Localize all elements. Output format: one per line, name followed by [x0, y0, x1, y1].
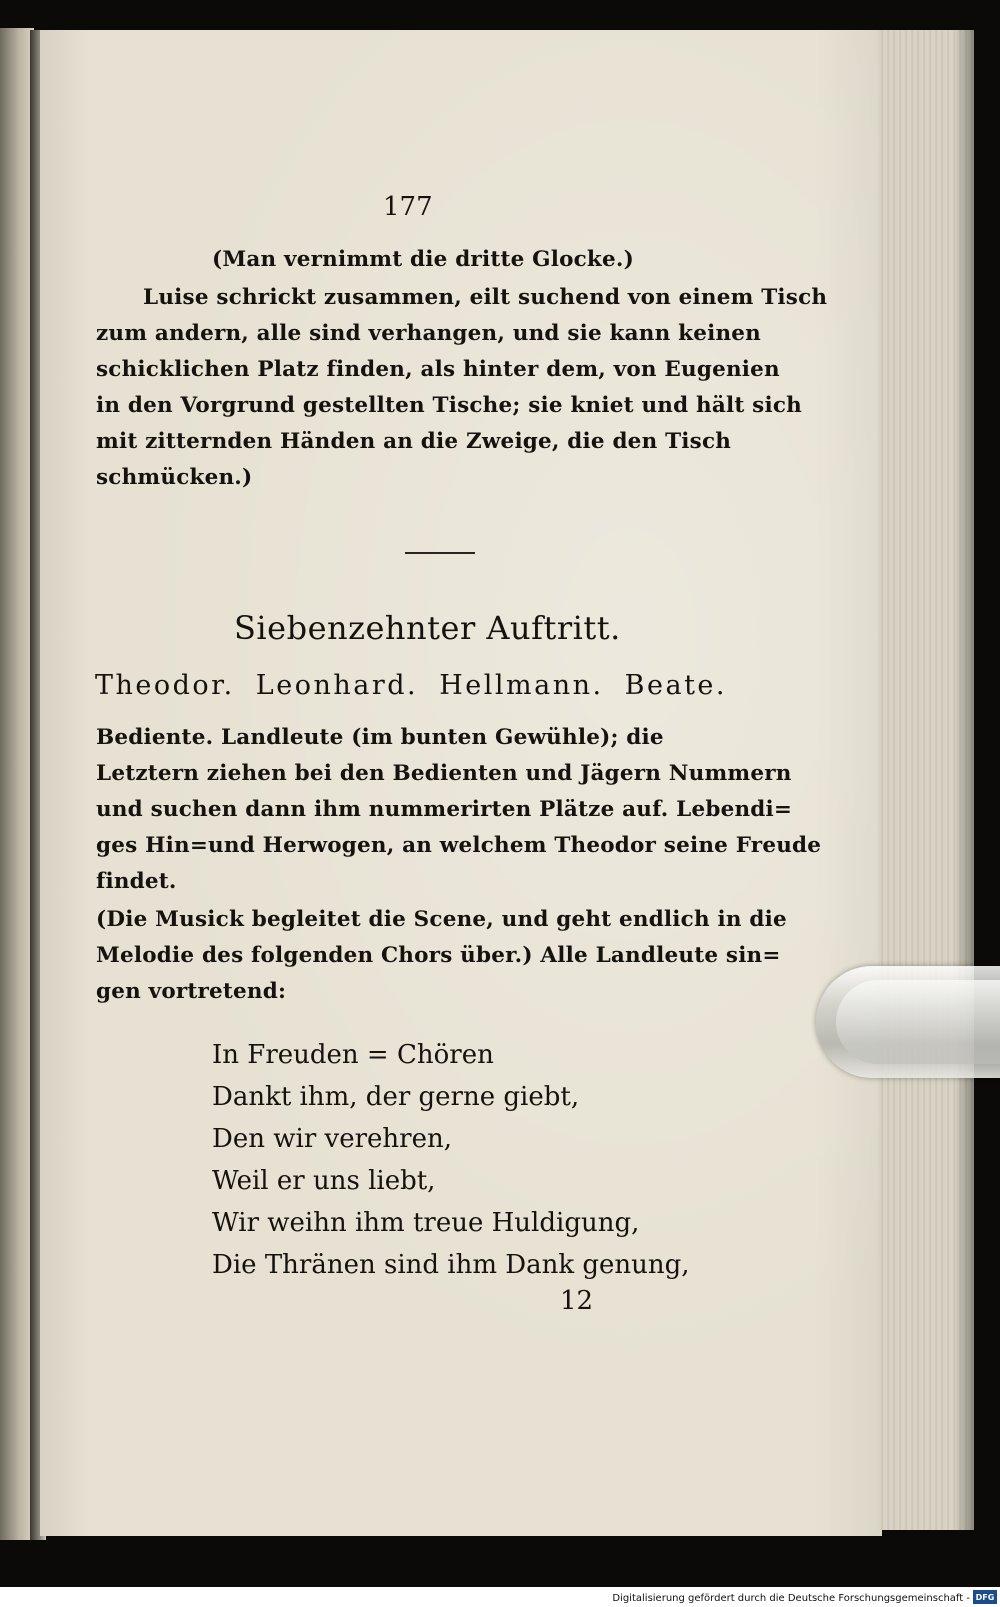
dfg-logo: DFG [973, 1590, 997, 1604]
paragraph-2-line-5: findet. [96, 869, 177, 894]
verse-line-3: Den wir verehren, [212, 1124, 452, 1154]
paragraph-1-line-6: schmücken.) [96, 465, 253, 490]
page-stack-edges [878, 30, 974, 1530]
paragraph-2-line-7: Melodie des folgenden Chors über.) Alle Landleute sin= [96, 943, 781, 968]
paragraph-2-line-2: Letztern ziehen bei den Bedienten und Jägern Nummern [96, 761, 792, 786]
cast-list [95, 670, 727, 701]
footer-bar [0, 1587, 1000, 1607]
paragraph-1-line-2: zum andern, alle sind verhangen, und sie kann keinen [96, 321, 762, 346]
cast-member: Leonhard. [255, 670, 419, 701]
cast-member: Hellmann. [439, 670, 604, 701]
page-clip-highlight [836, 980, 1000, 1064]
paragraph-1-line-3: schicklichen Platz finden, als hinter dem, von Eugenien [96, 357, 780, 382]
paragraph-1-line-4: in den Vorgrund gestellten Tische; sie kniet und hält sich [96, 393, 802, 418]
footer-credit: Digitalisierung gefördert durch die Deutsche Forschungsgemeinschaft - [612, 1593, 970, 1604]
verse-line-6: Die Thränen sind ihm Dank genung, [212, 1250, 690, 1280]
cast-member: Beate. [624, 670, 727, 701]
signature-mark: 12 [560, 1286, 594, 1316]
verse-line-1: In Freuden = Chören [212, 1040, 494, 1070]
cast-member: Theodor. [95, 670, 235, 701]
paragraph-2-line-4: ges Hin=und Herwogen, an welchem Theodor seine Freude [96, 833, 822, 858]
verse-line-4: Weil er uns liebt, [212, 1166, 436, 1196]
verse-line-2: Dankt ihm, der gerne giebt, [212, 1082, 580, 1112]
paragraph-1-line-1: Luise schrickt zusammen, eilt suchend von einem Tisch [143, 285, 828, 310]
verse-line-5: Wir weihn ihm treue Huldigung, [212, 1208, 640, 1238]
scene-heading: Siebenzehnter Auftritt. [234, 609, 621, 647]
page-number: 177 [383, 192, 433, 222]
paragraph-2-line-6: (Die Musick begleitet die Scene, und geht endlich in die [96, 907, 787, 932]
paragraph-2-line-8: gen vortretend: [96, 979, 287, 1004]
paragraph-2-line-3: und suchen dann ihm nummerirten Plätze auf. Lebendi= [96, 797, 793, 822]
paragraph-1-line-5: mit zitternden Händen an die Zweige, die den Tisch [96, 429, 732, 454]
paragraph-2-line-1: Bediente. Landleute (im bunten Gewühle); die [96, 725, 664, 750]
left-page-edge [0, 28, 34, 1540]
section-divider [405, 552, 475, 554]
stage-direction: (Man vernimmt die dritte Glocke.) [212, 247, 634, 272]
